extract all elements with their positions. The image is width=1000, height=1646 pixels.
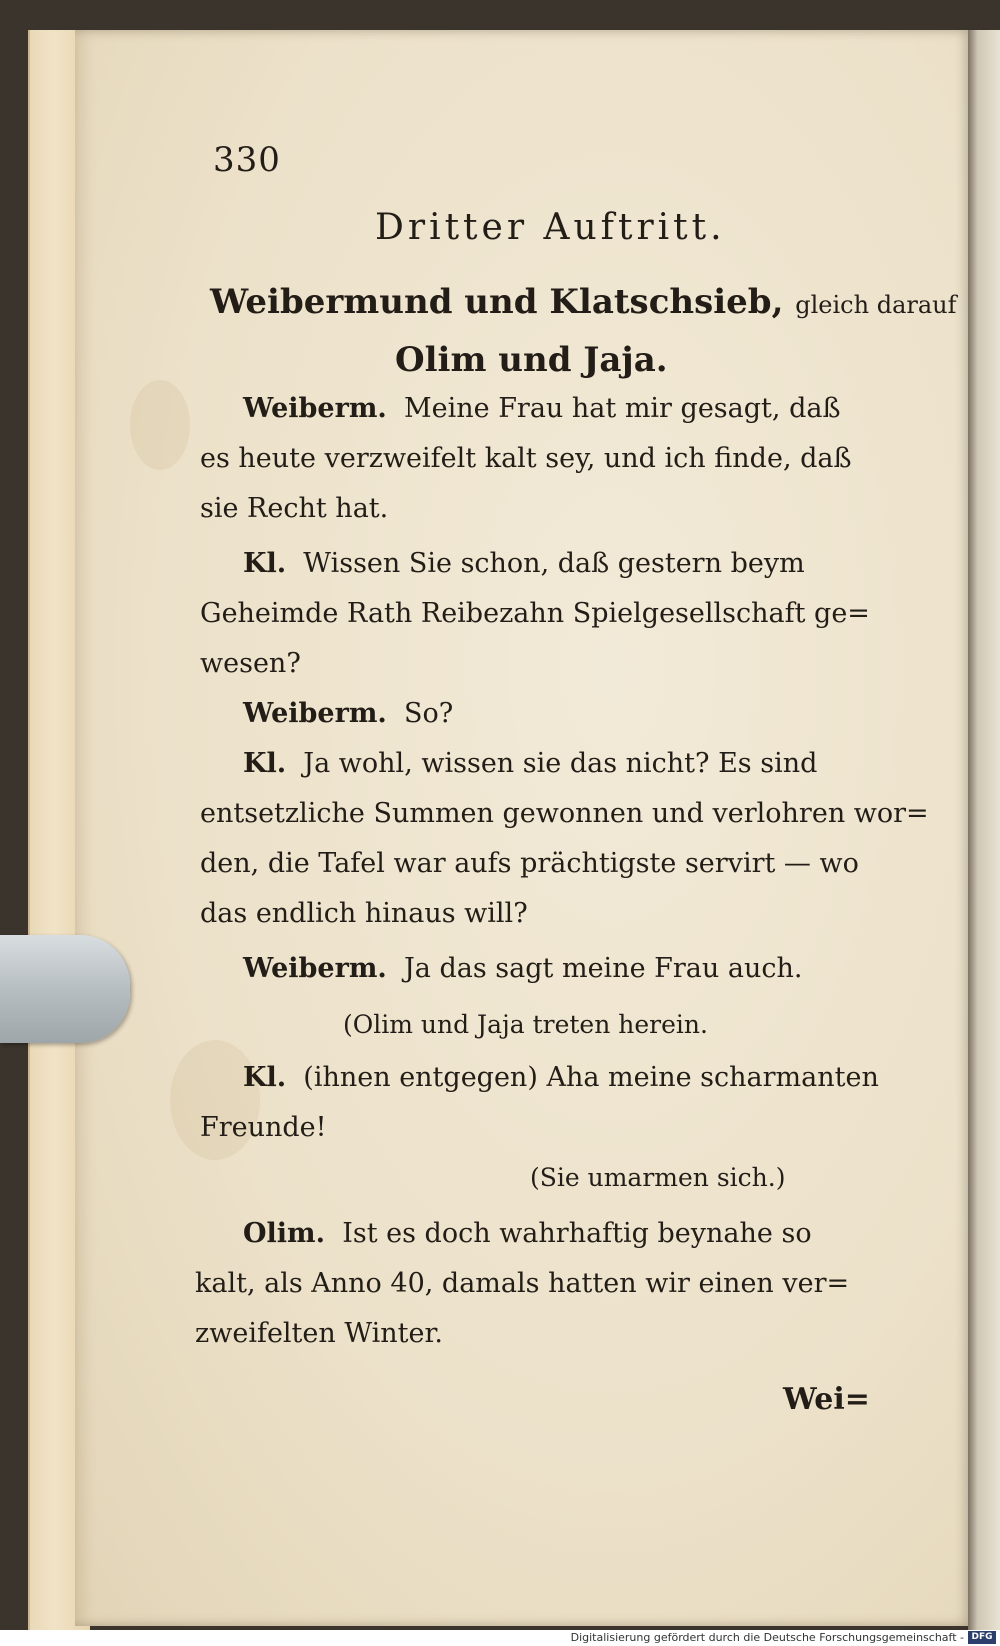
speaker-label: Weiberm. (243, 953, 387, 984)
stage-direction: (Olim und Jaja treten herein. (343, 1010, 708, 1039)
dialogue-line (243, 393, 840, 424)
dialogue-line: Geheimde Rath Reibezahn Spielgesellschaft ge= (200, 598, 870, 629)
speaker-label: Weiberm. (243, 393, 387, 424)
dialogue-line: den, die Tafel war aufs prächtigste servirt — wo (200, 848, 859, 879)
dialogue-line: entsetzliche Summen gewonnen und verlohren wor= (200, 798, 929, 829)
cast-line-2: Olim und Jaja. (395, 340, 668, 380)
dialogue-line (243, 748, 817, 779)
dialogue-line (243, 1062, 879, 1093)
dialogue-line (243, 953, 802, 984)
line-text: Ist es doch wahrhaftig beynahe so (342, 1218, 812, 1249)
line-text: Ja das sagt meine Frau auch. (403, 953, 803, 984)
dialogue-line: wesen? (200, 648, 301, 679)
stage-direction: (Sie umarmen sich.) (530, 1163, 786, 1192)
cast-line-1 (210, 282, 957, 322)
dfg-logo: DFG (968, 1631, 996, 1644)
speaker-label: Weiberm. (243, 698, 387, 729)
dialogue-line (243, 698, 453, 729)
dialogue-line: sie Recht hat. (200, 493, 389, 524)
speaker-label: Kl. (243, 748, 287, 779)
catchword: Wei= (783, 1382, 870, 1417)
speaker-label: Kl. (243, 1062, 287, 1093)
dialogue-line: es heute verzweifelt kalt sey, und ich finde, daß (200, 443, 852, 474)
dialogue-line (243, 1218, 812, 1249)
funding-notice: Digitalisierung gefördert durch die Deutsche Forschungsgemeinschaft - (570, 1631, 964, 1644)
cast-names: Weibermund und Klatschsieb, (210, 282, 784, 322)
dialogue-line (243, 548, 805, 579)
dialogue-line: kalt, als Anno 40, damals hatten wir einen ver= (195, 1268, 850, 1299)
line-text: (ihnen entgegen) Aha meine scharmanten (303, 1062, 879, 1093)
line-text: Wissen Sie schon, daß gestern beym (303, 548, 805, 579)
cast-note: gleich darauf (795, 291, 957, 319)
line-text: So? (403, 698, 454, 729)
dialogue-line: Freunde! (200, 1112, 327, 1143)
paper-stain (130, 380, 190, 470)
page-holder-tab (0, 935, 130, 1043)
page-number: 330 (213, 140, 281, 180)
speaker-label: Olim. (243, 1218, 326, 1249)
dialogue-line: das endlich hinaus will? (200, 898, 528, 929)
line-text: Meine Frau hat mir gesagt, daß (403, 393, 841, 424)
speaker-label: Kl. (243, 548, 287, 579)
scene-heading: Dritter Auftritt. (375, 207, 726, 248)
facing-page-edge (968, 30, 1000, 1630)
dialogue-line: zweifelten Winter. (195, 1318, 444, 1349)
line-text: Ja wohl, wissen sie das nicht? Es sind (303, 748, 818, 779)
